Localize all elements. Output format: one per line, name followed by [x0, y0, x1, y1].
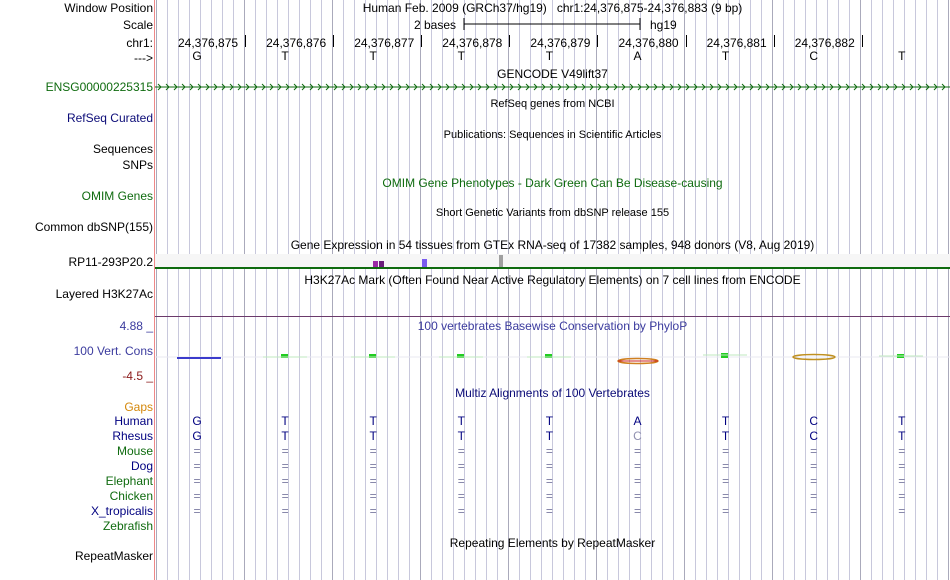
refseq-title[interactable]: RefSeq genes from NCBI	[490, 98, 615, 110]
alignment-base: G	[192, 429, 202, 443]
window-position-readout	[155, 1, 950, 15]
alignment-base: =	[810, 444, 818, 458]
species-label[interactable]: Mouse	[116, 444, 153, 458]
coordinate-tick	[333, 35, 334, 47]
h3k27-title[interactable]: H3K27Ac Mark (Often Found Near Active Regulatory Elements) on 7 cell lines from ENCODE	[304, 273, 801, 287]
coordinate-label: 24,376,878	[442, 36, 503, 50]
alignment-base: =	[457, 459, 465, 473]
alignment-base: C	[633, 429, 642, 443]
alignment-base: T	[369, 414, 377, 428]
pubs-title[interactable]: Publications: Sequences in Scientific Articles	[443, 129, 662, 141]
alignment-base: T	[281, 414, 289, 428]
alignment-base: =	[633, 489, 641, 503]
coordinate-label: 24,376,881	[706, 36, 767, 50]
species-label[interactable]: Human	[114, 414, 153, 428]
alignment-base: =	[810, 459, 818, 473]
alignment-base: =	[545, 504, 553, 518]
phylop-conservation-track[interactable]	[155, 348, 950, 368]
alignment-row	[155, 474, 950, 488]
alignment-base: T	[457, 414, 465, 428]
species-label[interactable]: X_tropicalis	[90, 504, 153, 518]
alignment-base: =	[633, 504, 641, 518]
h3k27-label[interactable]: Layered H3K27Ac	[55, 287, 153, 301]
base: A	[633, 49, 642, 63]
position-range: chr1:24,376,875-24,376,883 (9 bp)	[556, 1, 743, 15]
coordinate-tick	[509, 35, 510, 47]
coordinate-tick	[862, 35, 863, 47]
alignment-base: T	[721, 414, 730, 428]
coordinate-label: 24,376,879	[530, 36, 591, 50]
gaps-label[interactable]: Gaps	[124, 400, 153, 414]
gtex-bar	[373, 261, 378, 268]
alignment-base: =	[193, 474, 201, 488]
coordinate-tick	[245, 35, 246, 47]
alignment-base: T	[545, 414, 554, 428]
alignment-base: T	[898, 414, 906, 428]
repeatmasker-label[interactable]: RepeatMasker	[74, 549, 153, 563]
alignment-base: =	[369, 474, 377, 488]
alignment-base: =	[545, 474, 553, 488]
alignment-base: =	[369, 504, 377, 518]
coordinate-tick	[686, 35, 687, 47]
alignment-base: =	[457, 489, 465, 503]
h3k27-signal-line	[155, 316, 950, 317]
species-label[interactable]: Rhesus	[112, 429, 153, 443]
gtex-bar	[499, 255, 503, 268]
alignment-base: =	[898, 504, 906, 518]
base: G	[192, 49, 202, 63]
scale-bar	[462, 17, 642, 31]
base: T	[281, 49, 289, 63]
scale-text: 2 bases	[414, 18, 457, 32]
repeatmasker-title[interactable]: Repeating Elements by RepeatMasker	[449, 536, 656, 550]
gencode-gene-feature[interactable]	[155, 81, 950, 93]
coordinate-label: 24,376,882	[794, 36, 855, 50]
alignment-base: T	[457, 429, 465, 443]
alignment-base: T	[369, 429, 377, 443]
base: T	[369, 49, 377, 63]
alignment-base: =	[898, 459, 906, 473]
alignment-base: T	[898, 429, 906, 443]
alignment-base: =	[722, 474, 730, 488]
multiz-title[interactable]: Multiz Alignments of 100 Vertebrates	[455, 386, 650, 400]
alignment-base: =	[898, 444, 906, 458]
alignment-base: T	[721, 429, 730, 443]
omim-label[interactable]: OMIM Genes	[81, 189, 153, 203]
alignment-row	[155, 444, 950, 458]
alignment-base: =	[633, 474, 641, 488]
alignment-base: =	[722, 444, 730, 458]
base: T	[898, 49, 906, 63]
alignment-base: =	[633, 444, 641, 458]
cons-label[interactable]: 100 Vert. Cons	[73, 344, 153, 358]
species-label[interactable]: Chicken	[109, 489, 153, 503]
scale-label: Scale	[122, 18, 153, 32]
gencode-gene-label[interactable]: ENSG00000225315	[45, 80, 153, 94]
alignment-base: =	[545, 459, 553, 473]
assembly-name: Human Feb. 2009 (GRCh37/hg19)	[362, 1, 547, 15]
alignment-base: =	[281, 474, 289, 488]
chrom-label: chr1:	[126, 36, 153, 50]
alignment-base: =	[281, 489, 289, 503]
gtex-gene-label[interactable]: RP11-293P20.2	[68, 255, 153, 269]
alignment-base: =	[810, 504, 818, 518]
base: T	[721, 49, 730, 63]
alignment-base: =	[281, 504, 289, 518]
dbsnp-title[interactable]: Short Genetic Variants from dbSNP release 155	[435, 207, 670, 219]
base-sequence	[155, 49, 950, 63]
alignment-row	[155, 429, 950, 443]
base: T	[545, 49, 554, 63]
alignment-base: G	[192, 414, 202, 428]
alignment-base: =	[457, 444, 465, 458]
alignment-base: =	[722, 489, 730, 503]
alignment-base: =	[193, 489, 201, 503]
species-label[interactable]: Dog	[130, 459, 153, 473]
strand-label: --->	[134, 51, 153, 65]
alignment-row	[155, 414, 950, 428]
alignment-base: =	[545, 489, 553, 503]
gtex-bar	[379, 261, 384, 268]
species-label[interactable]: Elephant	[105, 474, 153, 488]
alignment-base: =	[457, 474, 465, 488]
coordinate-tick	[774, 35, 775, 47]
refseq-label[interactable]: RefSeq Curated	[66, 111, 153, 125]
sequences-label[interactable]: Sequences	[92, 142, 153, 156]
alignment-row	[155, 489, 950, 503]
alignment-base: =	[193, 444, 201, 458]
window-position-label: Window Position	[64, 1, 153, 15]
alignment-base: =	[898, 489, 906, 503]
alignment-row	[155, 459, 950, 473]
alignment-base: =	[810, 489, 818, 503]
coordinate-label: 24,376,876	[266, 36, 327, 50]
alignment-base: =	[281, 459, 289, 473]
alignment-base: =	[193, 459, 201, 473]
phylop-title[interactable]: 100 vertebrates Basewise Conservation by PhyloP	[417, 319, 688, 333]
alignment-base: =	[898, 474, 906, 488]
alignment-base: =	[369, 444, 377, 458]
coordinate-tick	[597, 35, 598, 47]
gencode-title[interactable]: GENCODE V49lift37	[497, 67, 608, 81]
dbsnp-label[interactable]: Common dbSNP(155)	[34, 220, 153, 234]
alignment-base: =	[810, 474, 818, 488]
alignment-base: =	[281, 444, 289, 458]
coordinate-tick	[421, 35, 422, 47]
omim-title[interactable]: OMIM Gene Phenotypes - Dark Green Can Be Disease-causing	[382, 176, 723, 190]
gtex-bar	[422, 259, 427, 268]
snps-label[interactable]: SNPs	[122, 158, 153, 172]
species-label[interactable]: Zebrafish	[102, 519, 153, 533]
alignment-base: =	[369, 489, 377, 503]
coordinate-label: 24,376,875	[178, 36, 239, 50]
coordinate-label: 24,376,877	[354, 36, 415, 50]
alignment-base: =	[722, 504, 730, 518]
alignment-base: C	[809, 414, 819, 428]
alignment-base: C	[809, 429, 819, 443]
alignment-base: =	[193, 504, 201, 518]
alignment-row	[155, 519, 950, 533]
alignment-row	[155, 504, 950, 518]
coordinate-label: 24,376,880	[618, 36, 679, 50]
alignment-base: T	[281, 429, 289, 443]
alignment-base: =	[633, 459, 641, 473]
cons-max-label: 4.88 _	[119, 319, 153, 333]
gtex-gene-line	[155, 267, 950, 269]
alignment-base: =	[722, 459, 730, 473]
alignment-base: =	[369, 459, 377, 473]
alignment-base: =	[457, 504, 465, 518]
alignment-base: A	[633, 414, 642, 428]
cons-min-label: -4.5 _	[122, 369, 153, 383]
alignment-base: T	[545, 429, 554, 443]
gtex-expression-track[interactable]	[155, 254, 950, 271]
gtex-title[interactable]: Gene Expression in 54 tissues from GTEx RNA-seq of 17382 samples, 948 donors (V8, Aug 2019)	[290, 238, 815, 252]
base: T	[457, 49, 465, 63]
alignment-base: =	[545, 444, 553, 458]
scale-db: hg19	[650, 18, 677, 32]
base: C	[809, 49, 819, 63]
